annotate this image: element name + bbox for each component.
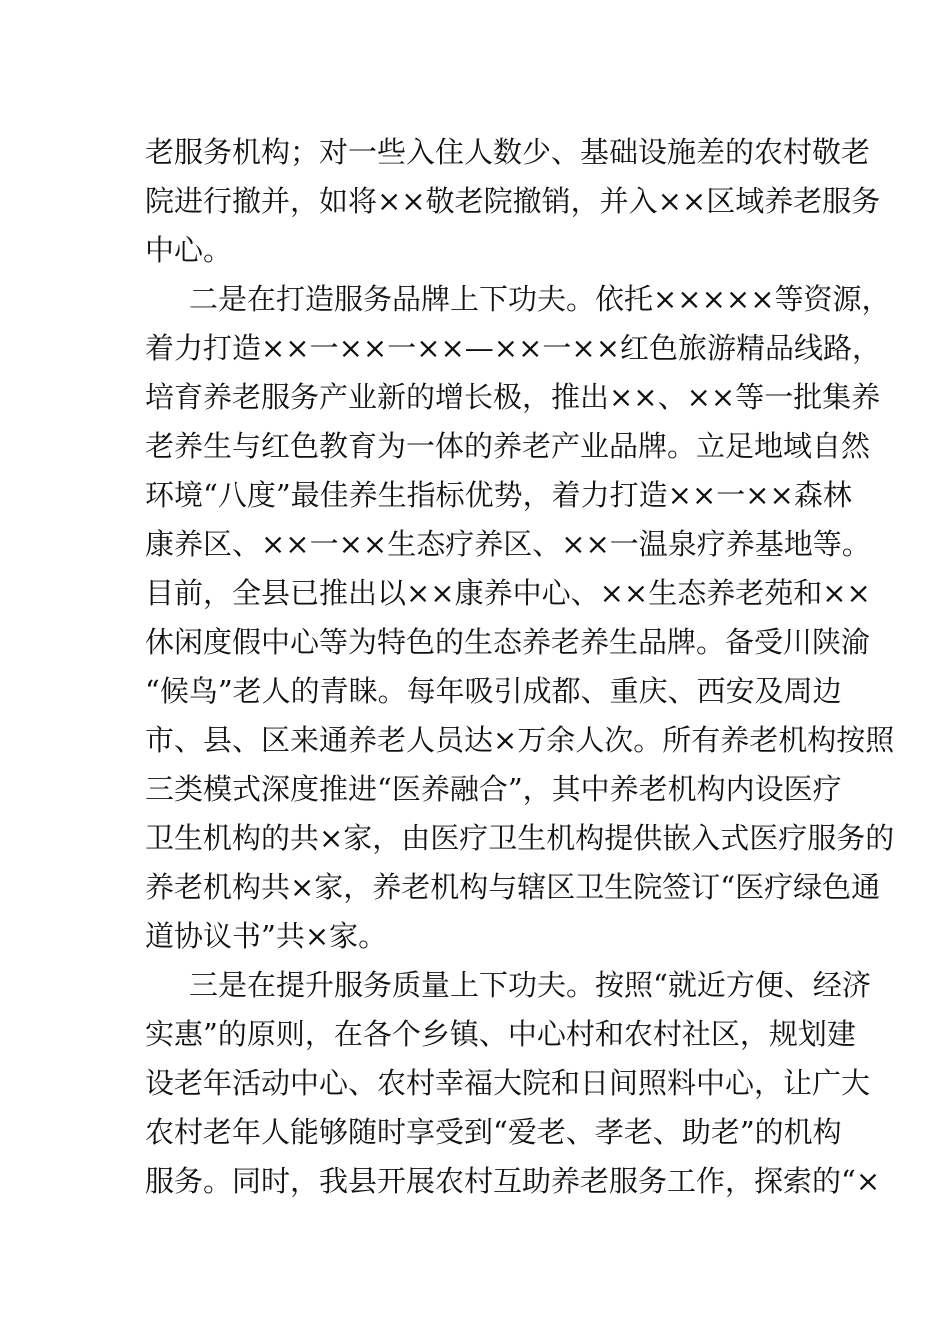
text-line: 设老年活动中心、农村幸福大院和日间照料中心，让广大 bbox=[145, 1066, 871, 1100]
text-line: 卫生机构的共×家，由医疗卫生机构提供嵌入式医疗服务的 bbox=[145, 821, 895, 855]
text-line: 农村老年人能够随时享受到“爱老、孝老、助老”的机构 bbox=[145, 1115, 842, 1149]
body-text bbox=[145, 128, 895, 1206]
text-line: 养老机构共×家，养老机构与辖区卫生院签订“医疗绿色通 bbox=[145, 870, 881, 904]
text-line: 康养区、××一××生态疗养区、××一温泉疗养基地等。 bbox=[145, 527, 871, 561]
text-line: 服务。同时，我县开展农村互助养老服务工作，探索的“× bbox=[145, 1164, 881, 1198]
text-line: 中心。 bbox=[145, 233, 233, 267]
text-line: 院进行撤并，如将××敬老院撤销，并入××区域养老服务 bbox=[145, 184, 881, 218]
text-line: 培育养老服务产业新的增长极，推出××、××等一批集养 bbox=[145, 380, 881, 414]
text-line: 市、县、区来通养老人员达×万余人次。所有养老机构按照 bbox=[145, 723, 895, 757]
text-line: 实惠”的原则，在各个乡镇、中心村和农村社区，规划建 bbox=[145, 1017, 856, 1051]
text-line: 老养生与红色教育为一体的养老产业品牌。立足地域自然 bbox=[145, 429, 871, 463]
text-line: 目前，全县已推出以××康养中心、××生态养老苑和×× bbox=[145, 576, 871, 610]
paragraph-start-line: 二是在打造服务品牌上下功夫。依托×××××等资源， bbox=[189, 282, 891, 316]
text-line: 休闲度假中心等为特色的生态养老养生品牌。备受川陕渝 bbox=[145, 625, 871, 659]
text-line: 老服务机构；对一些入住人数少、基础设施差的农村敬老 bbox=[145, 135, 871, 169]
text-line: 三类模式深度推进“医养融合”，其中养老机构内设医疗 bbox=[145, 772, 842, 806]
paragraph-start-line: 三是在提升服务质量上下功夫。按照“就近方便、经济 bbox=[189, 968, 871, 1002]
text-line: 道协议书”共×家。 bbox=[145, 919, 388, 953]
text-line: 着力打造××一××一××—××一××红色旅游精品线路， bbox=[145, 331, 881, 365]
text-line: 环境“八度”最佳养生指标优势，着力打造××一××森林 bbox=[145, 478, 852, 512]
text-line: “候鸟”老人的青睐。每年吸引成都、重庆、西安及周边 bbox=[145, 674, 842, 708]
